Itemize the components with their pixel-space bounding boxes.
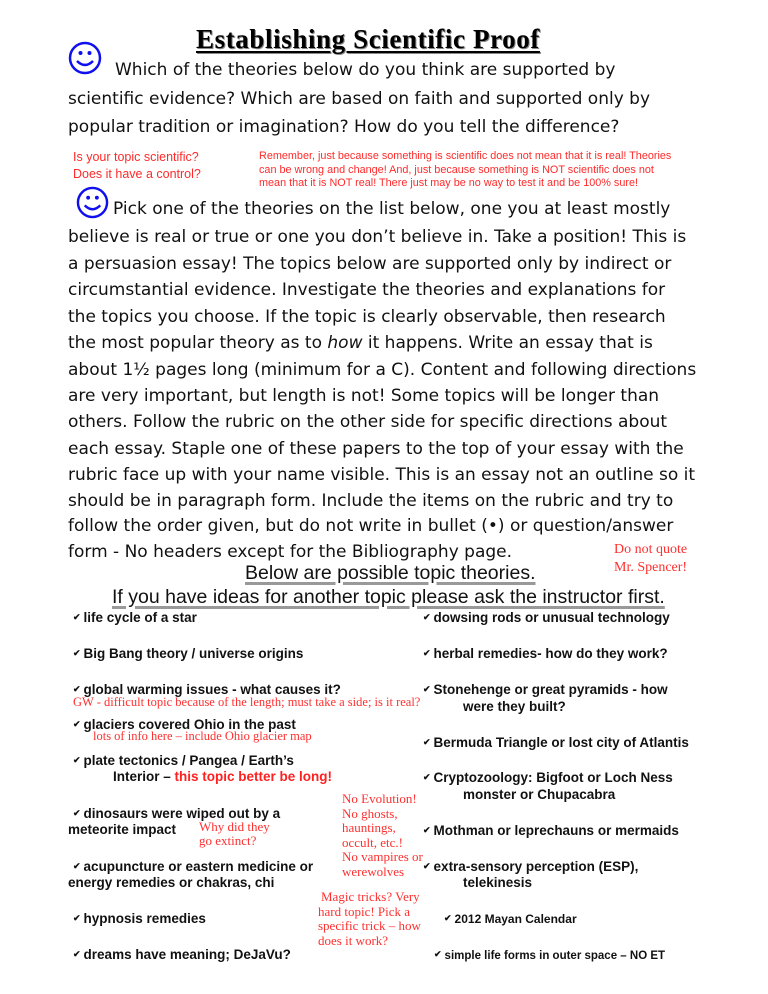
topic-mothman <box>423 822 679 839</box>
note-line: occult, etc.! <box>342 834 403 850</box>
note-line: go extinct? <box>199 833 257 848</box>
checkmark-icon: ✔ <box>423 825 431 835</box>
note-line: specific trick – how <box>318 918 421 933</box>
pick-text-italic: how <box>327 333 363 353</box>
topic-cryptozoology-cont: monster or Chupacabra <box>463 787 616 802</box>
note-global-warming: GW - difficult topic because of the length; must take a side; is it real? <box>73 695 421 709</box>
note-line: No ghosts, <box>342 805 398 821</box>
checkmark-icon: ✔ <box>73 808 81 818</box>
checkmark-icon: ✔ <box>423 772 431 782</box>
topic-mayan-calendar <box>444 910 577 927</box>
checkmark-icon: ✔ <box>423 684 431 694</box>
topic-dinosaurs-cont: meteorite impact <box>68 822 177 837</box>
intro-line: scientific evidence? Which are based on faith and supported only by <box>68 89 651 109</box>
pick-line: follow the order given, but do not write in bullet (•) or question/answer <box>68 516 674 536</box>
checkmark-icon: ✔ <box>73 719 81 729</box>
topic-dreams <box>73 946 291 963</box>
topic-acupuncture-cont: energy remedies or chakras, chi <box>68 875 275 890</box>
pick-line: circumstantial evidence. Investigate the theories and explanations for <box>68 280 666 300</box>
pick-line: each essay. Staple one of these papers to the top of your essay with the <box>68 439 684 459</box>
ask-instructor-heading: If you have ideas for another topic please ask the instructor first. <box>112 586 665 608</box>
checkmark-icon: ✔ <box>73 949 81 959</box>
topic-label: Interior – <box>113 769 175 784</box>
note-line: does it work? <box>318 932 389 948</box>
pick-line: about 1½ pages long (minimum for a C). Content and following directions <box>68 360 697 380</box>
pick-line: rubric face up with your name visible. This is an essay not an outline so it <box>68 465 696 485</box>
note-line: Does it have a control? <box>73 167 201 181</box>
pick-line: should be in paragraph form. Include the items on the rubric and try to <box>68 491 674 511</box>
topics-heading: Below are possible topic theories. <box>245 562 536 584</box>
note-line: hard topic! Pick a <box>318 903 411 919</box>
topic-label: Big Bang theory / universe origins <box>83 646 304 661</box>
topic-big-bang <box>73 645 303 662</box>
checkmark-icon: ✔ <box>423 648 431 658</box>
topic-herbal-remedies <box>423 645 668 662</box>
topic-stonehenge-cont: were they built? <box>463 699 566 714</box>
note-line: No Evolution! <box>342 791 417 806</box>
topic-dowsing-rods <box>423 609 670 626</box>
topic-hypnosis <box>73 910 206 927</box>
topic-label: Stonehenge or great pyramids - how <box>433 682 668 697</box>
pick-text: it happens. Write an essay that is <box>362 333 653 353</box>
note-magic-tricks <box>318 890 421 948</box>
pick-line: believe is real or true or one you don’t believe in. Take a position! This is <box>68 227 687 247</box>
checkmark-icon: ✔ <box>423 612 431 622</box>
pick-line <box>68 333 653 353</box>
note-excluded-topics <box>342 792 423 879</box>
note-line: can be wrong and change! And, just because something is NOT scientific does not <box>259 163 654 176</box>
note-line: No vampires or <box>342 849 423 864</box>
checkmark-icon: ✔ <box>73 755 81 765</box>
note-line: Why did they <box>199 819 270 834</box>
checkmark-icon: ✔ <box>444 913 452 923</box>
pick-line: form - No headers except for the Bibliography page. <box>68 542 513 562</box>
topic-label: Bermuda Triangle or lost city of Atlantis <box>433 735 689 750</box>
topic-plate-tectonics-cont <box>113 769 332 785</box>
note-remember <box>259 150 671 191</box>
note-scientific-control <box>73 149 201 183</box>
topic-label: life cycle of a star <box>83 610 197 625</box>
topic-plate-tectonics <box>73 752 294 769</box>
pick-line: are very important, but length is not! Some topics will be longer than <box>68 386 660 406</box>
checkmark-icon: ✔ <box>423 861 431 871</box>
topic-label: dinosaurs were wiped out by a <box>83 806 281 821</box>
topic-bermuda-triangle <box>423 734 689 751</box>
note-line: werewolves <box>342 863 405 879</box>
checkmark-icon: ✔ <box>73 612 81 622</box>
topic-cryptozoology <box>423 769 673 786</box>
topic-esp-cont: telekinesis <box>463 875 533 890</box>
checkmark-icon: ✔ <box>73 861 81 871</box>
note-line: Is your topic scientific? <box>73 150 199 164</box>
topic-acupuncture <box>73 858 313 875</box>
note-line: Do not quote <box>614 542 688 557</box>
topic-label: simple life forms in outer space – NO ET <box>444 950 666 962</box>
note-plate-tectonics: this topic better be long! <box>174 769 333 784</box>
pick-text: the most popular theory as to <box>68 333 328 353</box>
note-line: mean that it is NOT real! There just may be no way to test it and be 100% sure! <box>259 177 639 189</box>
note-glaciers: lots of info here – include Ohio glacier map <box>93 729 312 743</box>
pick-line: a persuasion essay! The topics below are supported only by indirect or <box>68 254 672 274</box>
topic-esp <box>423 858 638 875</box>
topic-label: glaciers covered Ohio in the past <box>83 717 296 732</box>
topic-label: dowsing rods or unusual technology <box>433 610 670 625</box>
note-do-not-quote <box>614 541 687 577</box>
checkmark-icon: ✔ <box>434 949 442 959</box>
smiley-face-icon <box>76 186 109 219</box>
topic-label: dreams have meaning; DeJaVu? <box>83 947 291 962</box>
note-line: Remember, just because something is scientific does not mean that it is real! Theories <box>259 150 672 162</box>
note-dinosaurs <box>199 820 270 848</box>
topic-label: 2012 Mayan Calendar <box>454 912 577 926</box>
topic-label: plate tectonics / Pangea / Earth’s <box>83 753 294 768</box>
pick-line: others. Follow the rubric on the other side for specific directions about <box>68 412 668 432</box>
page-title: Establishing Scientific Proof <box>196 24 540 54</box>
topic-label: Cryptozoology: Bigfoot or Loch Ness <box>433 770 673 785</box>
pick-line: the topics you choose. If the topic is clearly observable, then research <box>68 307 666 327</box>
topic-life-cycle-star <box>73 609 197 626</box>
topic-label: extra-sensory perception (ESP), <box>433 859 639 874</box>
note-line: Magic tricks? Very <box>321 889 420 904</box>
topic-label: acupuncture or eastern medicine or <box>83 859 314 874</box>
intro-line: popular tradition or imagination? How do you tell the difference? <box>68 117 620 137</box>
topic-label: herbal remedies- how do they work? <box>433 646 668 661</box>
checkmark-icon: ✔ <box>73 913 81 923</box>
note-line: Mr. Spencer! <box>614 560 688 575</box>
intro-line: Which of the theories below do you think are supported by <box>115 60 616 80</box>
topic-label: global warming issues - what causes it? <box>83 682 341 697</box>
checkmark-icon: ✔ <box>73 684 81 694</box>
topic-outer-space-life <box>434 946 665 964</box>
topic-label: Mothman or leprechauns or mermaids <box>433 823 679 838</box>
checkmark-icon: ✔ <box>423 737 431 747</box>
topic-label: hypnosis remedies <box>83 911 206 926</box>
pick-line: Pick one of the theories on the list below, one you at least mostly <box>113 199 671 219</box>
topic-stonehenge <box>423 681 668 698</box>
note-line: hauntings, <box>342 820 396 835</box>
checkmark-icon: ✔ <box>73 648 81 658</box>
smiley-face-icon <box>68 41 102 75</box>
